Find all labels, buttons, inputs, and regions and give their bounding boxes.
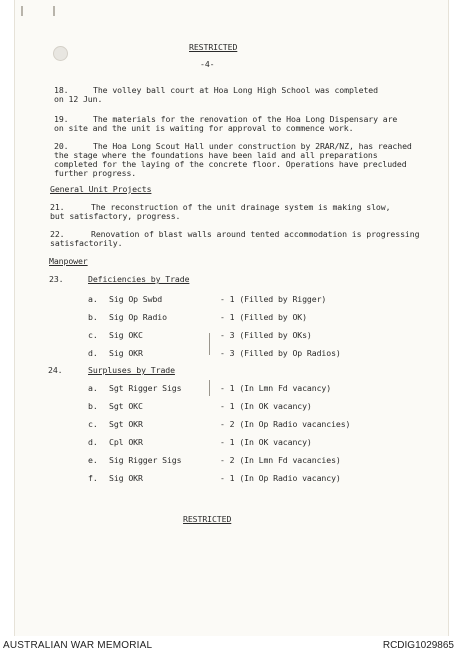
paragraph-number: 23. — [49, 274, 64, 284]
paragraph-number: 20. — [54, 141, 69, 151]
list-item-letter: c. — [88, 330, 98, 340]
list-item-letter: d. — [88, 348, 98, 358]
list-item-letter: b. — [88, 312, 98, 322]
page-number: -4- — [200, 59, 215, 69]
trade-name: Sgt Rigger Sigs — [109, 383, 182, 393]
trade-name: Sig OKR — [109, 473, 143, 483]
list-item-letter: c. — [88, 419, 98, 429]
staple-mark — [53, 6, 55, 16]
subsection-heading: Surpluses by Trade — [88, 365, 175, 375]
subsection-heading: Deficiencies by Trade — [88, 274, 190, 284]
trade-name: Sig Op Swbd — [109, 294, 163, 304]
paragraph-text: on site and the unit is waiting for approval to commence work. — [54, 123, 354, 133]
trade-name: Sgt OKC — [109, 401, 143, 411]
trade-name: Cpl OKR — [109, 437, 143, 447]
paragraph-text: The volley ball court at Hoa Long High School was completed — [93, 85, 378, 95]
classification-footer: RESTRICTED — [183, 514, 232, 524]
list-item-letter: e. — [88, 455, 98, 465]
paragraph-number: 22. — [50, 229, 65, 239]
trade-detail: - 2 (In Op Radio vacancies) — [220, 419, 351, 429]
list-item-letter: b. — [88, 401, 98, 411]
staple-mark — [21, 6, 23, 16]
list-item-letter: d. — [88, 437, 98, 447]
trade-detail: - 1 (In Lmn Fd vacancy) — [220, 383, 332, 393]
trade-name: Sig OKR — [109, 348, 143, 358]
paragraph-text: Renovation of blast walls around tented accommodation is progressing — [91, 229, 420, 239]
margin-mark — [209, 380, 210, 396]
archive-footer — [0, 638, 458, 654]
paragraph-number: 24. — [48, 365, 63, 375]
trade-name: Sig Rigger Sigs — [109, 455, 182, 465]
paragraph-text: further progress. — [54, 168, 137, 178]
trade-name: Sig OKC — [109, 330, 143, 340]
list-item-letter: f. — [88, 473, 98, 483]
trade-detail: - 3 (Filled by OKs) — [220, 330, 312, 340]
paragraph-text: The reconstruction of the unit drainage system is making slow, — [91, 202, 391, 212]
record-reference: RCDIG1029865 — [382, 640, 454, 651]
paragraph-text: on 12 Jun. — [54, 94, 103, 104]
paragraph-text: The Hoa Long Scout Hall under construction by 2RAR/NZ, has reached — [93, 141, 412, 151]
paragraph-text: completed for the laying of the concrete floor. Operations have precluded — [54, 159, 407, 169]
paragraph-number: 21. — [50, 202, 65, 212]
trade-detail: - 1 (In OK vacancy) — [220, 437, 312, 447]
trade-detail: - 1 (Filled by OK) — [220, 312, 307, 322]
punch-hole-icon — [53, 46, 68, 61]
paragraph-text: but satisfactory, progress. — [50, 211, 181, 221]
trade-detail: - 1 (Filled by Rigger) — [220, 294, 327, 304]
section-heading: General Unit Projects — [50, 184, 152, 194]
paragraph-text: the stage where the foundations have been laid and all preparations — [54, 150, 378, 160]
paragraph-text: satisfactorily. — [50, 238, 123, 248]
paragraph-number: 19. — [54, 114, 69, 124]
trade-name: Sgt OKR — [109, 419, 143, 429]
margin-mark — [209, 333, 210, 355]
trade-detail: - 1 (In OK vacancy) — [220, 401, 312, 411]
paragraph-number: 18. — [54, 85, 69, 95]
list-item-letter: a. — [88, 383, 98, 393]
classification-header: RESTRICTED — [189, 42, 238, 52]
institution-label: AUSTRALIAN WAR MEMORIAL — [3, 640, 153, 651]
paragraph-text: The materials for the renovation of the Hoa Long Dispensary are — [93, 114, 398, 124]
trade-detail: - 3 (Filled by Op Radios) — [220, 348, 341, 358]
trade-detail: - 1 (In Op Radio vacancy) — [220, 473, 341, 483]
trade-name: Sig Op Radio — [109, 312, 167, 322]
trade-detail: - 2 (In Lmn Fd vacancies) — [220, 455, 341, 465]
section-heading: Manpower — [49, 256, 88, 266]
list-item-letter: a. — [88, 294, 98, 304]
